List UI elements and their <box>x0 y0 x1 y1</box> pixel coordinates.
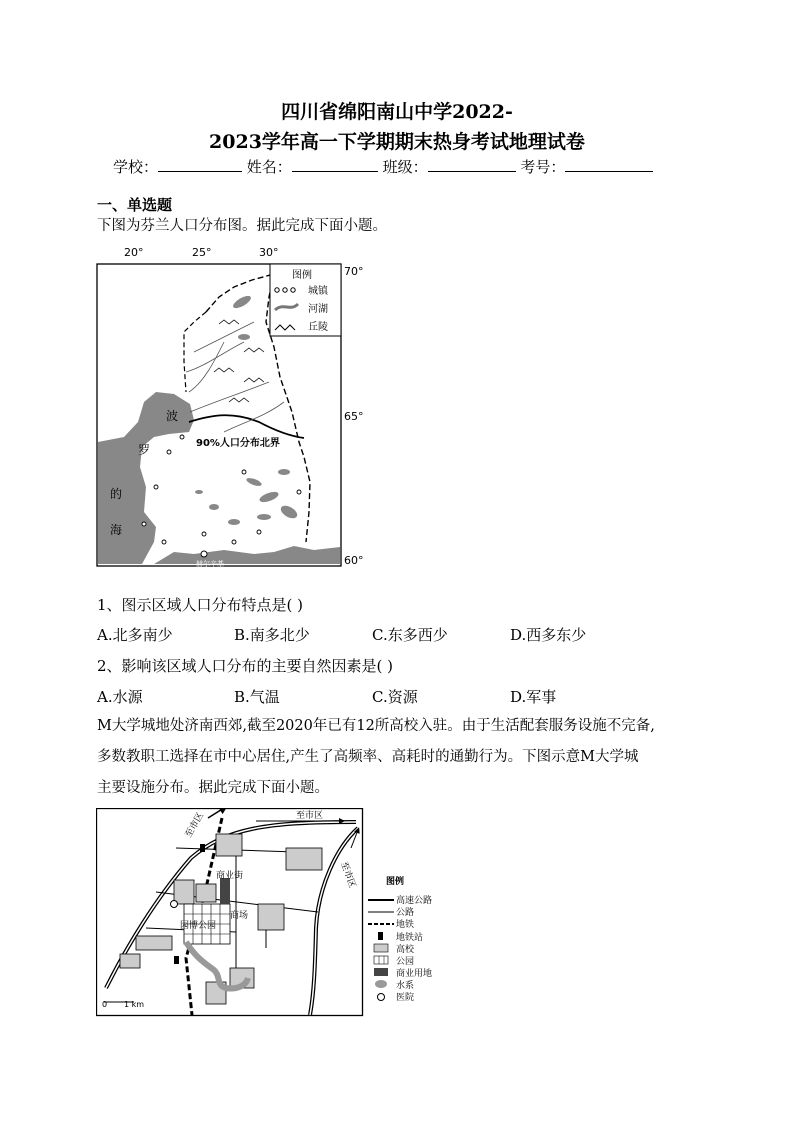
q1-option-a[interactable]: A.北多南少 <box>97 626 173 644</box>
commercial-land <box>220 878 230 904</box>
group1-intro: 下图为芬兰人口分布图。据此完成下面小题。 <box>97 218 387 234</box>
lon-label-30: 30° <box>259 246 279 259</box>
legend-hill-label: 丘陵 <box>308 322 328 333</box>
university-town-map <box>96 808 446 1018</box>
metro-station-icon-2 <box>174 956 179 964</box>
legend-town-label: 城镇 <box>308 286 328 297</box>
commercial-street-label: 商业街 <box>216 871 244 881</box>
class-label: 班级： <box>382 158 428 176</box>
section-heading: 一、单选题 <box>97 196 173 214</box>
id-field[interactable] <box>565 157 653 172</box>
university-map-svg <box>96 808 446 1018</box>
question-2-stem: 2、影响该区域人口分布的主要自然因素是( ) <box>97 657 394 675</box>
lat-label-70: 70° <box>344 265 364 278</box>
name-field[interactable] <box>292 157 378 172</box>
lat-label-60: 60° <box>344 554 364 567</box>
sea-char-2: 罗 <box>138 443 151 457</box>
id-label: 考号： <box>520 158 566 176</box>
sea-char-3: 的 <box>110 487 123 501</box>
group2-line-3: 主要设施分布。据此完成下面小题。 <box>97 780 329 796</box>
name-label: 姓名： <box>246 158 292 176</box>
lon-label-20: 20° <box>124 246 144 259</box>
q1-option-c[interactable]: C.东多西少 <box>372 626 448 644</box>
legend-park: 公园 <box>396 957 415 967</box>
q1-option-d[interactable]: D.西多东少 <box>510 626 587 644</box>
scale-km: 1 km <box>124 1000 145 1009</box>
q2-option-b[interactable]: B.气温 <box>234 688 280 706</box>
population-boundary-label: 90%人口分布北界 <box>196 438 280 449</box>
to-city-label-3: 至市区 <box>338 860 357 890</box>
question-1-stem: 1、图示区域人口分布特点是( ) <box>97 596 304 614</box>
finland-legend-title: 图例 <box>292 270 312 281</box>
lon-label-25: 25° <box>192 246 212 259</box>
q2-option-a[interactable]: A.水源 <box>97 688 143 706</box>
legend-water: 水系 <box>396 981 415 991</box>
legend-highway: 高速公路 <box>396 896 433 906</box>
sea-char-4: 海 <box>110 523 123 537</box>
legend-hospital: 医院 <box>396 993 415 1003</box>
to-city-label-2: 至市区 <box>296 811 324 821</box>
q2-option-c[interactable]: C.资源 <box>372 688 418 706</box>
page-title-line2: 2023学年高一下学期期末热身考试地理试卷 <box>209 131 585 153</box>
scale-zero: 0 <box>102 1000 108 1009</box>
legend-road: 公路 <box>396 908 415 918</box>
school-field[interactable] <box>158 157 242 172</box>
q2-option-d[interactable]: D.军事 <box>510 688 557 706</box>
group2-paragraph <box>97 711 701 804</box>
class-field[interactable] <box>428 157 516 172</box>
legend-commercial: 商业用地 <box>396 969 433 979</box>
group2-line-1: M大学城地处济南西郊,截至2020年已有12所高校入驻。由于生活配套服务设施不完备, <box>97 718 655 734</box>
metro-station-icon <box>200 844 205 852</box>
uni-legend-title: 图例 <box>386 877 405 887</box>
to-city-label-1: 至市区 <box>183 811 207 840</box>
helsinki-label: 赫尔辛基 <box>196 560 224 568</box>
legend-metro: 地铁 <box>396 920 415 930</box>
hospital-icon <box>171 901 178 908</box>
q1-option-b[interactable]: B.南多北少 <box>234 626 310 644</box>
expo-park-label: 园博公园 <box>180 921 217 931</box>
finland-population-map <box>94 242 374 572</box>
lat-label-65: 65° <box>344 410 364 423</box>
group2-line-2: 多数教职工选择在市中心居住,产生了高频率、高耗时的通勤行为。下图示意M大学城 <box>97 749 639 765</box>
student-info-line <box>113 156 653 177</box>
page-title-line1: 四川省绵阳南山中学2022- <box>281 101 513 123</box>
uni-legend <box>368 894 432 1003</box>
legend-river-label: 河湖 <box>308 304 328 315</box>
mall-label: 商场 <box>230 911 249 921</box>
sea-char-1: 波 <box>166 409 179 423</box>
school-label: 学校： <box>113 158 159 176</box>
legend-university: 高校 <box>396 945 415 955</box>
legend-station: 地铁站 <box>396 933 424 943</box>
finland-map-svg <box>94 242 374 572</box>
